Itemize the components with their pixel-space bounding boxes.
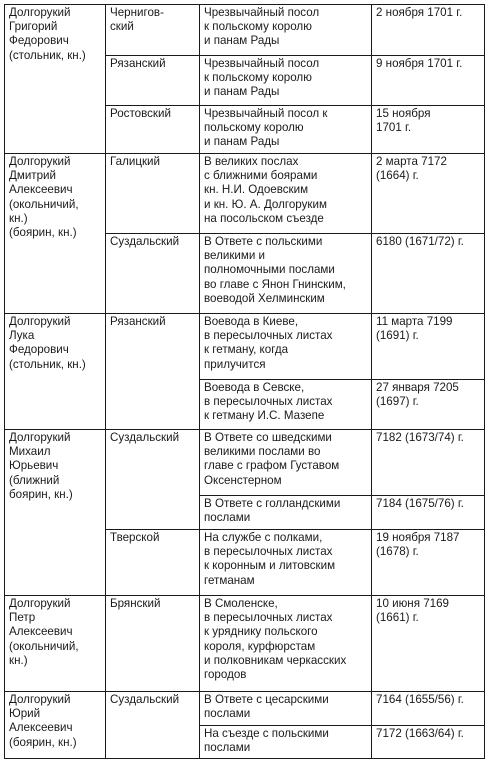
district-cell: Рязанский <box>106 56 200 106</box>
person-name: Долгорукий Михаил Юрьевич (ближний боярин, кн.) <box>5 430 106 596</box>
table-row <box>5 596 485 692</box>
date-cell: 11 марта 7199 (1691) г. <box>372 314 485 380</box>
post-cell: В Ответе со шведскими великими послами во главе с графом Густавом Оксенстерном <box>200 430 372 496</box>
date-cell: 9 ноября 1701 г. <box>372 56 485 106</box>
post-cell: На службе с полками, в пересылочных листах к коронным и литовским гетманам <box>200 530 372 596</box>
date-cell: 7182 (1673/74) г. <box>372 430 485 496</box>
post-cell: В великих послах с ближними боярами кн. Н.И. Одоевским и кн. Ю. А. Долгоруким на посольском съезде <box>200 154 372 234</box>
table-row <box>5 430 485 496</box>
date-cell: 10 июня 7169 (1661) г. <box>372 596 485 692</box>
date-cell: 2 марта 7172 (1664) г. <box>372 154 485 234</box>
district-cell: Галицкий <box>106 154 200 234</box>
district-cell: Ростовский <box>106 106 200 154</box>
table-row <box>5 5 485 56</box>
person-name: Долгорукий Лука Федорович (стольник, кн.) <box>5 314 106 430</box>
post-cell: Чрезвычайный посол к польскому королю и панам Рады <box>200 5 372 56</box>
person-name: Долгорукий Дмитрий Алексеевич (окольничий, кн.) (боярин, кн.) <box>5 154 106 314</box>
district-cell: Суздальский <box>106 234 200 314</box>
district-cell: Суздальский <box>106 430 200 530</box>
district-cell: Тверской <box>106 530 200 596</box>
person-name: Долгорукий Петр Алексеевич (окольничий, кн.) <box>5 596 106 692</box>
date-cell: 15 ноября 1701 г. <box>372 106 485 154</box>
date-cell: 7172 (1663/64) г. <box>372 726 485 759</box>
post-cell: Воевода в Киеве, в пересылочных листах к гетману, когда прилучится <box>200 314 372 380</box>
table-row <box>5 154 485 234</box>
table-row <box>5 314 485 380</box>
post-cell: Чрезвычайный посол к польскому королю и панам Рады <box>200 56 372 106</box>
person-name: Долгорукий Юрий Алексеевич (боярин, кн.) <box>5 692 106 759</box>
post-cell: В Смоленске, в пересылочных листах к уряднику польского короля, курфюрстам и полковникам черкасских городов <box>200 596 372 692</box>
appointments-table <box>4 4 485 759</box>
post-cell: В Ответе с цесарскими послами <box>200 692 372 726</box>
post-cell: Воевода в Севске, в пересылочных листах к гетману И.С. Мазепе <box>200 380 372 430</box>
person-name: Долгорукий Григорий Федорович (стольник, кн.) <box>5 5 106 154</box>
post-cell: Чрезвычайный посол к польскому королю и панам Рады <box>200 106 372 154</box>
district-cell: Чернигов- ский <box>106 5 200 56</box>
date-cell: 2 ноября 1701 г. <box>372 5 485 56</box>
date-cell: 6180 (1671/72) г. <box>372 234 485 314</box>
district-cell: Рязанский <box>106 314 200 430</box>
date-cell: 7164 (1655/56) г. <box>372 692 485 726</box>
date-cell: 27 января 7205 (1697) г. <box>372 380 485 430</box>
post-cell: В Ответе с голландскими послами <box>200 496 372 530</box>
district-cell: Брянский <box>106 596 200 692</box>
district-cell: Суздальский <box>106 692 200 759</box>
table-row <box>5 692 485 726</box>
post-cell: В Ответе с польскими великими и полномочными послами во главе с Янон Гнинским, воеводой Хелминским <box>200 234 372 314</box>
date-cell: 7184 (1675/76) г. <box>372 496 485 530</box>
date-cell: 19 ноября 7187 (1678) г. <box>372 530 485 596</box>
post-cell: На съезде с польскими послами <box>200 726 372 759</box>
